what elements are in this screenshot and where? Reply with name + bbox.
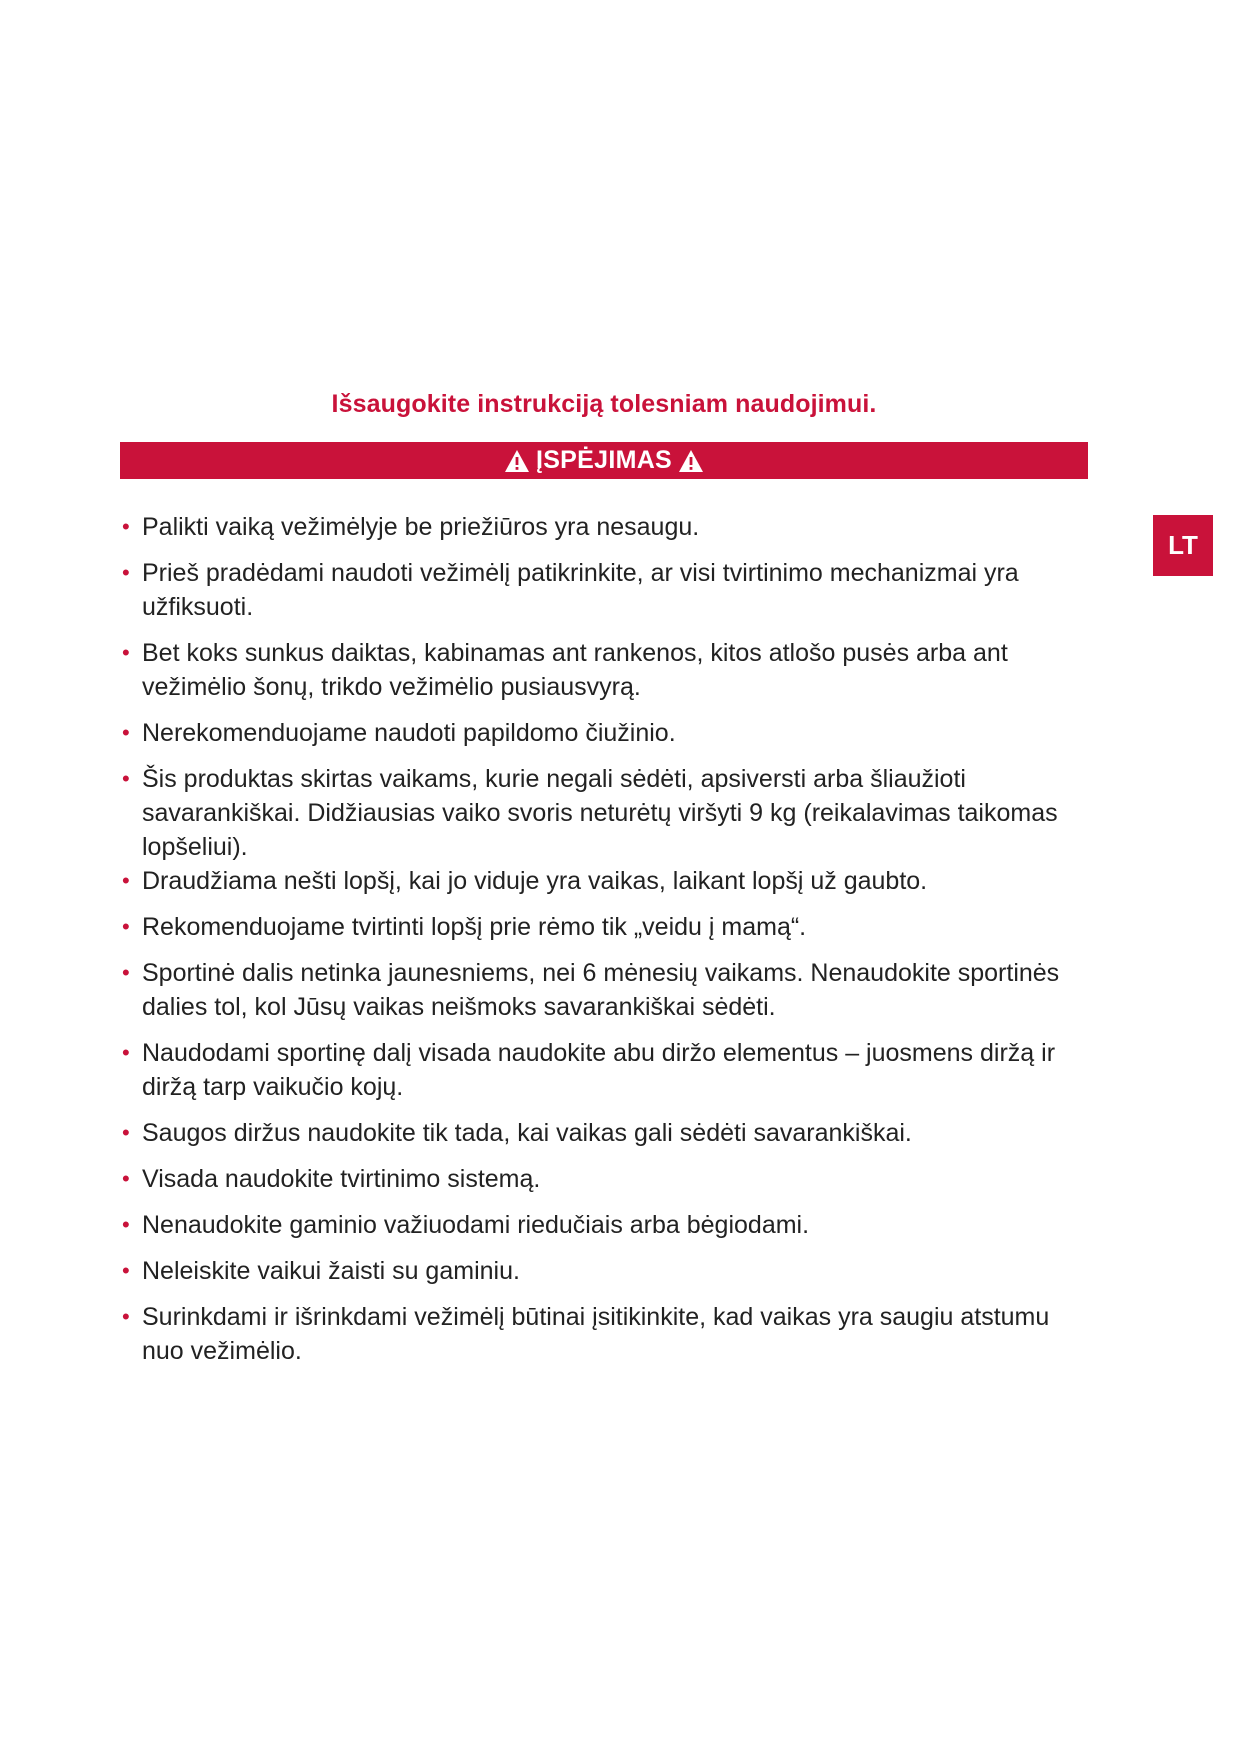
warning-text: Saugos diržus naudokite tik tada, kai vaikas gali sėdėti savarankiškai. (142, 1119, 912, 1147)
warning-item (120, 1300, 1088, 1368)
language-tab: LT (1153, 515, 1213, 576)
warning-item (120, 864, 1088, 898)
warning-item (120, 1116, 1088, 1150)
warning-item (120, 510, 1088, 544)
warning-text: Nenaudokite gaminio važiuodami riedučiais arba bėgiodami. (142, 1211, 810, 1239)
warning-triangle-icon (504, 449, 530, 473)
warning-text: Visada naudokite tvirtinimo sistemą. (142, 1165, 541, 1193)
bullet: • (122, 1120, 130, 1145)
warning-item (120, 716, 1088, 750)
bullet: • (122, 868, 130, 893)
warning-item (120, 1254, 1088, 1288)
bullet: • (122, 1304, 130, 1329)
warning-text: Šis produktas skirtas vaikams, kurie negali sėdėti, apsiversti arba šliaužioti savarankiškai. Didžiausias vaiko svoris neturėtų viršyti 9 kg (reikalavimas taikomas lopšeliui). (142, 765, 1058, 861)
warning-item (120, 1208, 1088, 1242)
bullet: • (122, 1258, 130, 1283)
warning-triangle-icon (678, 449, 704, 473)
warning-text: Surinkdami ir išrinkdami vežimėlį būtinai įsitikinkite, kad vaikas yra saugiu atstumu nuo vežimėlio. (142, 1303, 1050, 1365)
bullet: • (122, 514, 130, 539)
bullet: • (122, 560, 130, 585)
bullet: • (122, 1040, 130, 1065)
warning-text: Sportinė dalis netinka jaunesniems, nei 6 mėnesių vaikams. Nenaudokite sportinės dalies tol, kol Jūsų vaikas neišmoks savarankiškai sėdėti. (142, 959, 1060, 1021)
save-instructions-note: Išsaugokite instrukciją tolesniam naudojimui. (331, 390, 877, 418)
warning-item (120, 1036, 1088, 1104)
warning-text: Draudžiama nešti lopšį, kai jo viduje yra vaikas, laikant lopšį už gaubto. (142, 867, 928, 895)
warning-title: ĮSPĖJIMAS (535, 446, 673, 474)
warning-list (120, 510, 1088, 1380)
bullet: • (122, 1166, 130, 1191)
warning-text: Nerekomenduojame naudoti papildomo čiužinio. (142, 719, 676, 747)
bullet: • (122, 720, 130, 745)
warning-item (120, 956, 1088, 1024)
warning-item (120, 762, 1088, 864)
warning-text: Prieš pradėdami naudoti vežimėlį patikrinkite, ar visi tvirtinimo mechanizmai yra užfiksuoti. (142, 559, 1019, 621)
warning-text: Bet koks sunkus daiktas, kabinamas ant rankenos, kitos atlošo pusės arba ant vežimėlio šonų, trikdo vežimėlio pusiausvyrą. (142, 639, 1008, 701)
warning-banner (120, 442, 1088, 479)
warning-item (120, 636, 1088, 704)
warning-item (120, 556, 1088, 624)
bullet: • (122, 960, 130, 985)
bullet: • (122, 1212, 130, 1237)
warning-text: Rekomenduojame tvirtinti lopšį prie rėmo tik „veidu į mamą“. (142, 913, 807, 941)
bullet: • (122, 766, 130, 791)
bullet: • (122, 640, 130, 665)
warning-item (120, 1162, 1088, 1196)
warning-item (120, 910, 1088, 944)
warning-text: Naudodami sportinę dalį visada naudokite abu diržo elementus – juosmens diržą ir diržą tarp vaikučio kojų. (142, 1039, 1056, 1101)
bullet: • (122, 914, 130, 939)
warning-text: Palikti vaiką vežimėlyje be priežiūros yra nesaugu. (142, 513, 700, 541)
warning-text: Neleiskite vaikui žaisti su gaminiu. (142, 1257, 520, 1285)
